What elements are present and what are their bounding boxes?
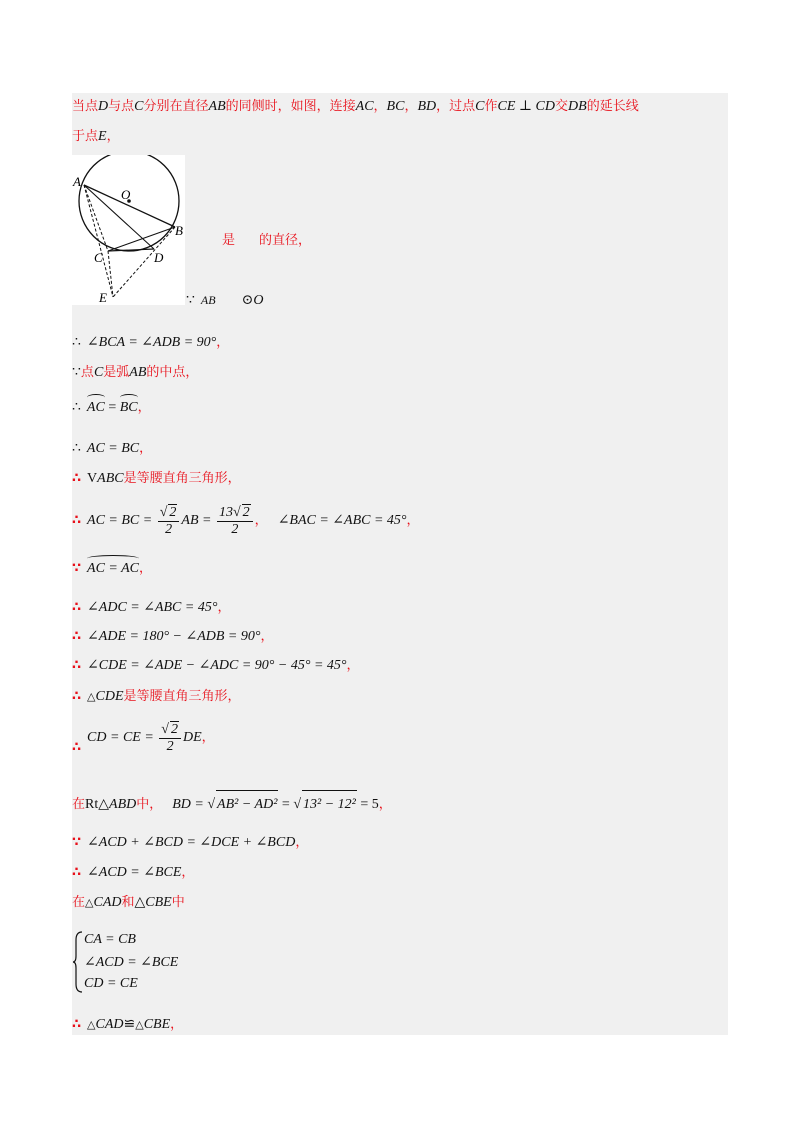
line-13: 在Rt△ABD中， BD = √ AB² − AD² = √ 13² − 12² = 5， <box>72 790 392 819</box>
expr: ∠ADE = 180° − ∠ADB = 90° <box>87 629 261 644</box>
text: 是等腰直角三角形， <box>123 471 241 486</box>
radicand: 2 <box>170 721 178 737</box>
geometry-figure <box>72 155 185 305</box>
line-15 <box>72 863 194 883</box>
var-BC: BC <box>386 99 405 114</box>
text: 的同侧时，如图，连接 <box>225 99 356 114</box>
text: ，过点 <box>436 99 476 114</box>
line-11 <box>72 687 241 707</box>
therefore-symbol: ∴ <box>72 629 82 644</box>
because-symbol: ∵ <box>186 293 195 308</box>
comma: ， <box>260 629 274 644</box>
equals: = <box>104 400 120 415</box>
text: 与点 <box>108 99 135 114</box>
comma: ， <box>137 400 151 415</box>
label-E: E <box>99 290 107 305</box>
radicand-1: AB² − AD² <box>216 790 278 819</box>
line-2 <box>72 363 198 383</box>
intro-line-1 <box>72 97 639 117</box>
var-CBE: CBE <box>143 1017 171 1032</box>
arc-BC: BC <box>120 398 138 418</box>
therefore-symbol: ∴ <box>72 335 81 350</box>
comma: ， <box>404 99 418 114</box>
var-C: C <box>134 99 144 114</box>
triangle-symbol: △ <box>87 1019 96 1031</box>
var-ABC: ABC <box>97 471 124 486</box>
triangle-symbol: △ <box>85 897 94 909</box>
text: 中， <box>136 797 163 812</box>
line-12 <box>72 718 215 768</box>
because-symbol: ∵ <box>72 835 82 850</box>
equals: = <box>278 797 294 812</box>
comma: ， <box>170 1017 184 1032</box>
comma: ， <box>254 513 268 528</box>
text: 的延长线 <box>586 99 639 114</box>
segment-CE <box>108 251 113 297</box>
line-7 <box>72 559 152 579</box>
var-CAD: CAD <box>93 895 122 910</box>
therefore-symbol: ∴ <box>72 740 82 755</box>
therefore-symbol: ∴ <box>72 658 82 673</box>
therefore-symbol: ∴ <box>72 513 82 528</box>
radicand: 2 <box>242 504 250 520</box>
therefore-symbol: ∴ <box>72 865 82 880</box>
comma: ， <box>346 658 360 673</box>
line-1 <box>72 333 229 353</box>
diameter-text <box>222 231 311 251</box>
text: 是弧 <box>103 365 130 380</box>
expr-lhs: AC = BC = <box>87 513 156 528</box>
comma: ， <box>216 335 230 350</box>
var-AC: AC <box>355 99 374 114</box>
expr-ab: AB = <box>181 513 215 528</box>
triangle-symbol: △ <box>135 1019 144 1031</box>
system-row-1: CA = CB <box>84 932 136 947</box>
label-B: B <box>175 223 183 238</box>
result: = 5 <box>356 797 379 812</box>
therefore-symbol: ∴ <box>72 600 82 615</box>
comma: ， <box>378 797 392 812</box>
expr: AC = BC <box>86 441 140 456</box>
congruent-symbol: ≌ <box>123 1017 136 1032</box>
therefore-symbol: ∴ <box>72 441 81 456</box>
text: 作 <box>484 99 498 114</box>
because-symbol: ∵ <box>72 561 82 576</box>
expr-angle: ∠BAC = ∠ABC = 45° <box>277 513 407 528</box>
line-10 <box>72 656 360 676</box>
line-8 <box>72 598 230 618</box>
line-3 <box>72 398 151 418</box>
text: 是 <box>222 233 236 248</box>
expr-bd: BD = <box>172 797 208 812</box>
var-C: C <box>475 99 485 114</box>
var-BD: BD <box>417 99 437 114</box>
expr: ∠BCA = ∠ADB = 90° <box>86 335 217 350</box>
var-D: D <box>98 99 109 114</box>
comma: ， <box>139 441 153 456</box>
var-DB: DB <box>568 99 587 114</box>
var-CBE: CBE <box>145 895 172 910</box>
text: 中 <box>171 895 185 910</box>
therefore-symbol: ∴ <box>72 400 81 415</box>
label-C: C <box>94 250 103 265</box>
expr-lhs: CD = CE = <box>87 730 158 745</box>
expr: ∠CDE = ∠ADE − ∠ADC = 90° − 45° = 45° <box>87 658 347 673</box>
text: ， <box>106 129 120 144</box>
therefore-symbol: ∴ <box>72 1017 82 1032</box>
var-E: E <box>98 129 107 144</box>
system-row-2: ∠ACD = ∠BCE <box>84 955 179 970</box>
text: 分别在直径 <box>143 99 209 114</box>
because-symbol: ∵ <box>72 365 81 380</box>
expr-perp: CE ⊥ CD <box>497 99 556 114</box>
line-17 <box>72 1015 183 1035</box>
comma: ， <box>181 865 195 880</box>
radicand-2: 13² − 12² <box>302 790 357 819</box>
circle-diagram <box>72 155 185 305</box>
line-6 <box>72 503 420 539</box>
var-C: C <box>93 365 104 380</box>
text: 的直径， <box>259 233 312 248</box>
circle-o <box>79 155 179 251</box>
var-CDE: CDE <box>95 689 124 704</box>
var-AB: AB <box>129 365 147 380</box>
line-16 <box>72 893 185 913</box>
text: 是等腰直角三角形， <box>123 689 241 704</box>
text: 的中点， <box>146 365 199 380</box>
comma: ， <box>217 600 231 615</box>
triangle-symbol: △ <box>134 895 146 910</box>
text: 在 <box>72 895 86 910</box>
var-DE: DE <box>182 730 202 745</box>
expr: ∠ACD + ∠BCD = ∠DCE + ∠BCD <box>87 835 296 850</box>
comma: ， <box>373 99 387 114</box>
comma: ， <box>139 561 153 576</box>
denominator: 2 <box>166 738 174 754</box>
coefficient: 13 <box>218 504 233 520</box>
circle-O: ⊙O <box>241 293 264 308</box>
expr: ∠ACD = ∠BCE <box>87 865 182 880</box>
therefore-symbol: ∴ <box>72 689 82 704</box>
right-triangle: Rt△ <box>85 797 110 812</box>
comma: ， <box>201 730 215 745</box>
intro-line-2 <box>72 127 120 147</box>
fraction-13sqrt2-over-2: $\frac{13√ 2}{2}$ <box>217 504 253 538</box>
denominator: 2 <box>165 521 173 537</box>
arc-expr: AC = AC <box>87 559 139 579</box>
text: 和 <box>121 895 135 910</box>
arc-AC: AC <box>87 398 105 418</box>
var-AB: AB <box>200 293 216 307</box>
line-4 <box>72 439 152 459</box>
fraction-sqrt2-over-2: $\frac{√ 2}{2}$ <box>158 504 180 538</box>
segment-AD <box>84 185 154 249</box>
text: 点 <box>80 365 94 380</box>
triangle-symbol: △ <box>87 691 96 703</box>
system-row-3: CD = CE <box>84 976 138 991</box>
text: 于点 <box>72 129 99 144</box>
diameter-math <box>186 290 263 311</box>
segment-AE <box>84 185 113 297</box>
label-D: D <box>154 250 164 265</box>
line-9 <box>72 627 274 647</box>
line-14 <box>72 833 308 853</box>
segment-BE <box>113 227 175 297</box>
text: 在 <box>72 797 86 812</box>
var-AB: AB <box>208 99 226 114</box>
radicand: 2 <box>169 504 177 520</box>
triangle-symbol: V <box>87 471 98 486</box>
line-5 <box>72 469 241 489</box>
label-O: O <box>121 187 131 202</box>
fraction-sqrt2-over-2: $\frac{√ 2}{2}$ <box>159 721 181 755</box>
text: 当点 <box>72 99 99 114</box>
var-ABD: ABD <box>109 797 137 812</box>
text: 交 <box>555 99 569 114</box>
var-CAD: CAD <box>95 1017 124 1032</box>
label-A: A <box>73 174 81 189</box>
comma: ， <box>295 835 309 850</box>
denominator: 2 <box>231 521 239 537</box>
expr: ∠ADC = ∠ABC = 45° <box>87 600 218 615</box>
therefore-symbol: ∴ <box>72 471 82 486</box>
comma: ， <box>406 513 420 528</box>
system-brace <box>72 930 84 994</box>
